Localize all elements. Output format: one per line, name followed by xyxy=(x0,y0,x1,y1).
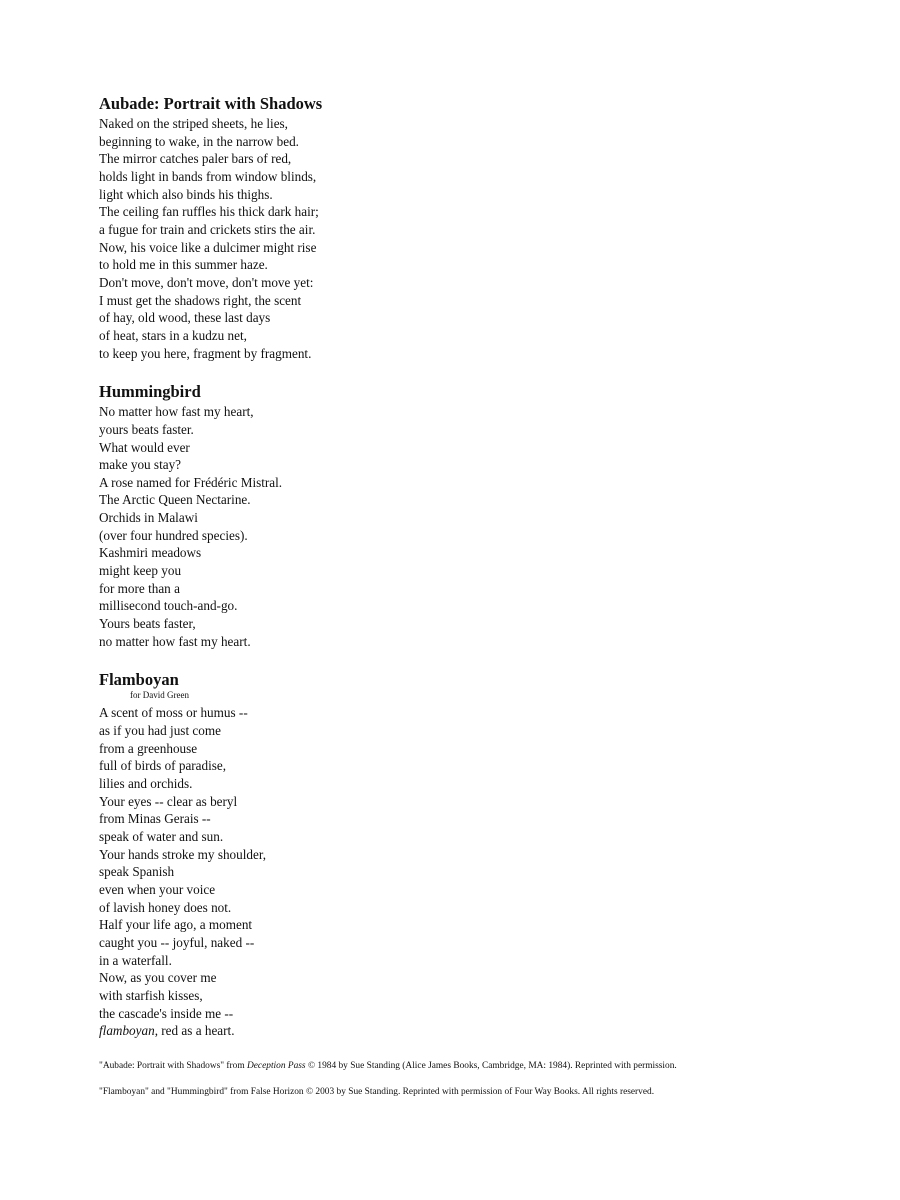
poem-flamboyan xyxy=(99,670,879,1039)
credit-book-title: Deception Pass xyxy=(247,1060,306,1071)
poem-line: millisecond touch-and-go. xyxy=(99,598,238,614)
poem-line: might keep you xyxy=(99,563,182,579)
poem-line: as if you had just come xyxy=(99,723,221,739)
poem-line: Yours beats faster, xyxy=(99,616,196,632)
poem-title: Hummingbird xyxy=(99,382,201,402)
poem-line: yours beats faster. xyxy=(99,421,194,437)
poem-line: Kashmiri meadows xyxy=(99,545,202,561)
poem-line: of lavish honey does not. xyxy=(99,899,232,915)
poem-line: make you stay? xyxy=(99,457,182,473)
poem-line: to hold me in this summer haze. xyxy=(99,257,268,273)
poem-aubade xyxy=(99,94,879,362)
poem-line: The Arctic Queen Nectarine. xyxy=(99,492,251,508)
poem-line: speak Spanish xyxy=(99,864,175,880)
poem-line: full of birds of paradise, xyxy=(99,758,227,774)
credit-aubade xyxy=(99,1060,879,1072)
poem-line: (over four hundred species). xyxy=(99,527,248,543)
poem-line: holds light in bands from window blinds, xyxy=(99,168,317,184)
poem-line: I must get the shadows right, the scent xyxy=(99,292,302,308)
poem-line: Orchids in Malawi xyxy=(99,510,198,526)
poem-line: Your eyes -- clear as beryl xyxy=(99,793,238,809)
poem-line: from a greenhouse xyxy=(99,740,198,756)
credit-text: "Aubade: Portrait with Shadows" from xyxy=(99,1060,247,1071)
poem-hummingbird xyxy=(99,382,879,650)
poem-line: beginning to wake, in the narrow bed. xyxy=(99,133,299,149)
poem-title: Flamboyan xyxy=(99,670,179,690)
poem-line: speak of water and sun. xyxy=(99,828,224,844)
poem-last-line xyxy=(99,1022,879,1040)
poem-line: What would ever xyxy=(99,439,190,455)
poem-line: caught you -- joyful, naked -- xyxy=(99,934,255,950)
poem-body xyxy=(99,403,879,650)
poem-line: Naked on the striped sheets, he lies, xyxy=(99,116,288,131)
poem-title: Aubade: Portrait with Shadows xyxy=(99,94,323,113)
credits xyxy=(99,1060,879,1098)
poem-line: even when your voice xyxy=(99,881,216,897)
poem-line: for more than a xyxy=(99,580,180,596)
poem-line: in a waterfall. xyxy=(99,952,172,968)
poem-line: no matter how fast my heart. xyxy=(99,633,251,649)
poem-line: Half your life ago, a moment xyxy=(99,917,253,933)
poem-italic-word: flamboyan xyxy=(99,1023,155,1039)
poem-line: a fugue for train and crickets stirs the air. xyxy=(99,221,316,237)
poem-line-rest: , red as a heart. xyxy=(154,1023,235,1039)
poem-line: The ceiling fan ruffles his thick dark hair; xyxy=(99,204,319,220)
poem-line: The mirror catches paler bars of red, xyxy=(99,151,292,167)
poem-line: with starfish kisses, xyxy=(99,987,203,1003)
poem-line: A scent of moss or humus -- xyxy=(99,705,248,721)
page xyxy=(99,94,879,1112)
poem-line: of heat, stars in a kudzu net, xyxy=(99,327,247,343)
poem-line: of hay, old wood, these last days xyxy=(99,310,271,326)
poem-line: from Minas Gerais -- xyxy=(99,811,211,827)
poem-line: light which also binds his thighs. xyxy=(99,186,273,202)
poem-line: lilies and orchids. xyxy=(99,776,193,791)
poem-line: to keep you here, fragment by fragment. xyxy=(99,345,312,361)
credit-text: © 1984 by Sue Standing (Alice James Books, Cambridge, MA: 1984). Reprinted with permission. xyxy=(305,1060,677,1071)
poem-line: the cascade's inside me -- xyxy=(99,1005,234,1021)
poem-line: No matter how fast my heart, xyxy=(99,404,254,420)
poem-dedication: for David Green xyxy=(130,690,189,701)
poem-line: Your hands stroke my shoulder, xyxy=(99,846,266,862)
poem-line: Now, his voice like a dulcimer might rise xyxy=(99,239,317,255)
poem-line: Don't move, don't move, don't move yet: xyxy=(99,274,314,290)
poem-body xyxy=(99,704,879,1039)
poem-line: A rose named for Frédéric Mistral. xyxy=(99,474,283,490)
poem-body xyxy=(99,115,879,362)
credit-false-horizon: "Flamboyan" and "Hummingbird" from False Horizon © 2003 by Sue Standing. Reprinted with permission of Four Way Books. All rights reserved. xyxy=(99,1086,655,1097)
poem-line: Now, as you cover me xyxy=(99,970,217,986)
